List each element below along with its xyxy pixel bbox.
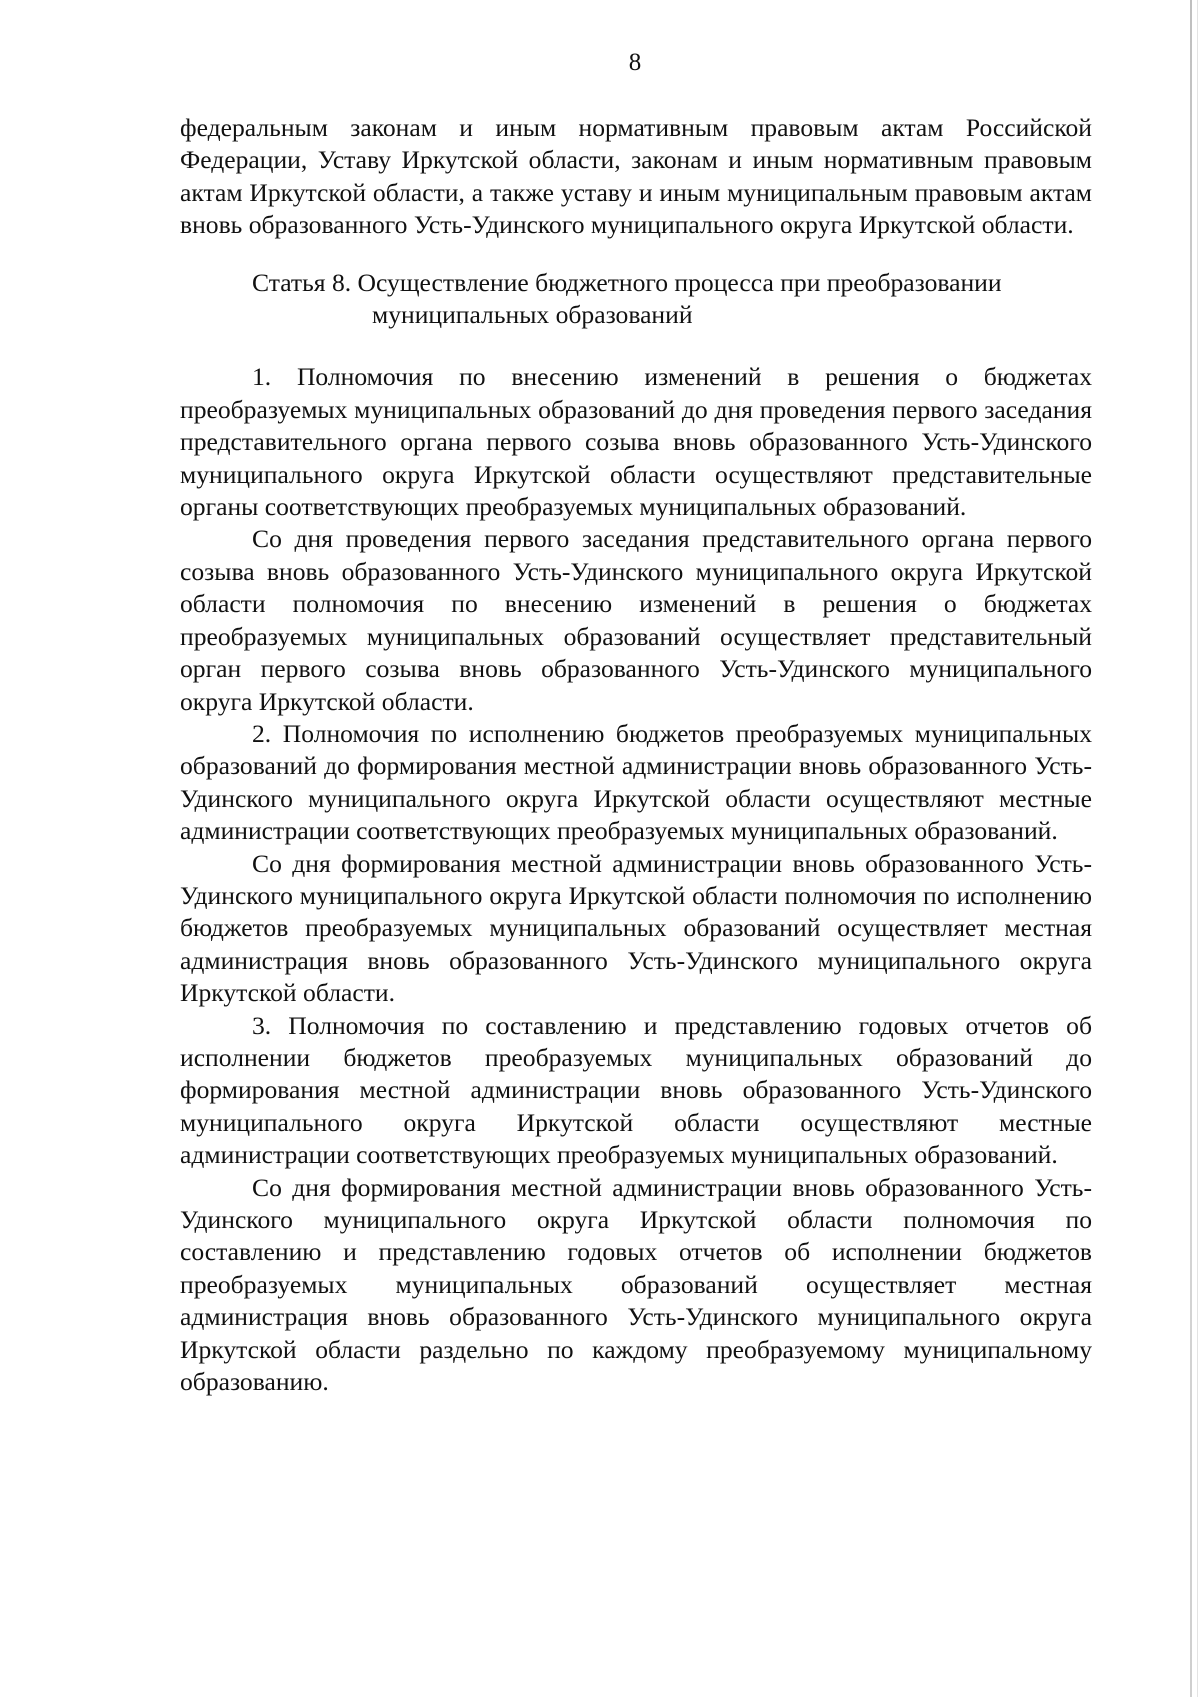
scan-border-line bbox=[1190, 0, 1192, 1697]
paragraph-item-3: 3. Полномочия по составлению и представлению годовых отчетов об исполнении бюджетов преобразуемых муниципальных образований до формирования местной администрации вновь образованного Усть-Удинского муниципального округа Иркутской области осуществляют местные администрации соответствующих преобразуемых муниципальных образований. bbox=[180, 1010, 1092, 1170]
paragraph-item-3-continued: Со дня формирования местной администрации вновь образованного Усть-Удинского муниципального округа Иркутской области полномочия по составлению и представлению годовых отчетов об исполнении бюджетов преобразуемых муниципальных образований осуществляет местная администрация вновь образованного Усть-Удинского муниципального округа Иркутской области раздельно по каждому преобразуемому муниципальному образованию. bbox=[180, 1172, 1092, 1397]
paragraph-continuation: федеральным законам и иным нормативным правовым актам Российской Федерации, Уставу Иркутской области, законам и иным нормативным правовым актам Иркутской области, а также уставу и иным муниципальным правовым актам вновь образованного Усть-Удинского муниципального округа Иркутской области. bbox=[180, 113, 1092, 240]
article-heading-line1: Статья 8. Осуществление бюджетного процесса при преобразовании bbox=[252, 267, 1002, 297]
article-heading bbox=[180, 267, 1092, 332]
article-heading-line2: муниципальных образований bbox=[372, 300, 693, 330]
paragraph-item-1: 1. Полномочия по внесению изменений в решения о бюджетах преобразуемых муниципальных образований до дня проведения первого заседания представительного органа первого созыва вновь образованного Усть-Удинского муниципального округа Иркутской области осуществляют представительные органы соответствующих преобразуемых муниципальных образований. bbox=[180, 362, 1092, 522]
paragraph-item-2-continued: Со дня формирования местной администрации вновь образованного Усть-Удинского муниципального округа Иркутской области полномочия по исполнению бюджетов преобразуемых муниципальных образований осуществляет местная администрация вновь образованного Усть-Удинского муниципального округа Иркутской области. bbox=[180, 848, 1092, 1008]
page-number: 8 bbox=[628, 49, 642, 76]
document-body bbox=[180, 112, 1092, 1398]
scan-border-highlight bbox=[1197, 0, 1198, 1697]
paragraph-item-1-continued: Со дня проведения первого заседания представительного органа первого созыва вновь образованного Усть-Удинского муниципального округа Иркутской области полномочия по внесению изменений в решения о бюджетах преобразуемых муниципальных образований осуществляет представительный орган первого созыва вновь образованного Усть-Удинского муниципального округа Иркутской области. bbox=[180, 524, 1092, 716]
paragraph-item-2: 2. Полномочия по исполнению бюджетов преобразуемых муниципальных образований до формирования местной администрации вновь образованного Усть-Удинского муниципального округа Иркутской области осуществляют местные администрации соответствующих преобразуемых муниципальных образований. bbox=[180, 718, 1092, 846]
